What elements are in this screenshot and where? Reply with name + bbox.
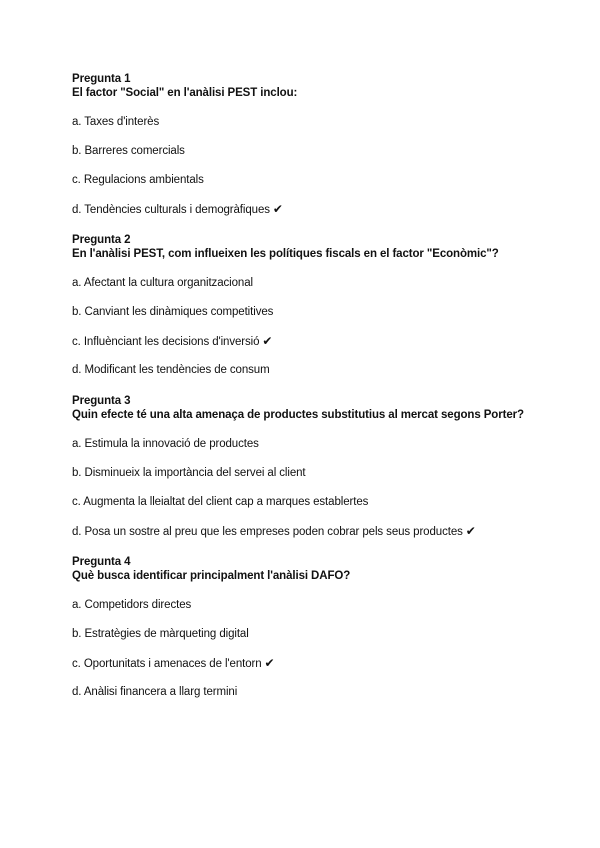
checkmark-icon: ✔	[272, 202, 283, 216]
option-b	[72, 466, 572, 480]
question-3	[72, 394, 572, 538]
checkmark-icon: ✔	[262, 334, 273, 348]
option-b	[72, 144, 572, 158]
option-label: c. Oportunitats i amenaces de l'entorn	[72, 658, 262, 670]
option-c	[72, 656, 572, 670]
question-text: En l'anàlisi PEST, com influeixen les polítiques fiscals en el factor "Econòmic"?	[72, 248, 499, 260]
option-a	[72, 598, 572, 612]
question-4	[72, 555, 572, 699]
option-label: c. Augmenta la lleialtat del client cap a marques establertes	[72, 496, 369, 508]
option-d	[72, 524, 572, 538]
option-d	[72, 363, 572, 377]
options-list	[72, 598, 572, 699]
option-label: c. Influènciant les decisions d'inversió	[72, 336, 260, 348]
option-label: b. Disminueix la importància del servei al client	[72, 467, 306, 479]
option-a	[72, 115, 572, 129]
option-a	[72, 437, 572, 451]
option-label: d. Posa un sostre al preu que les empreses poden cobrar pels seus productes	[72, 526, 463, 538]
question-text: El factor "Social" en l'anàlisi PEST inclou:	[72, 87, 298, 99]
option-label: a. Estimula la innovació de productes	[72, 438, 259, 450]
option-label: d. Tendències culturals i demogràfiques	[72, 204, 270, 216]
question-text: Què busca identificar principalment l'anàlisi DAFO?	[72, 570, 351, 582]
question-2	[72, 233, 572, 377]
option-c	[72, 495, 572, 509]
checkmark-icon: ✔	[264, 656, 275, 670]
option-label: d. Anàlisi financera a llarg termini	[72, 686, 238, 698]
option-a	[72, 276, 572, 290]
question-1	[72, 72, 572, 216]
option-label: b. Estratègies de màrqueting digital	[72, 628, 249, 640]
option-c	[72, 173, 572, 187]
option-label: a. Taxes d'interès	[72, 116, 160, 128]
question-number: Pregunta 1	[72, 73, 131, 85]
options-list	[72, 115, 572, 216]
checkmark-icon: ✔	[465, 524, 476, 538]
option-label: d. Modificant les tendències de consum	[72, 364, 270, 376]
option-label: b. Barreres comercials	[72, 145, 185, 157]
option-d	[72, 685, 572, 699]
options-list	[72, 276, 572, 377]
question-number: Pregunta 3	[72, 395, 131, 407]
option-label: b. Canviant les dinàmiques competitives	[72, 306, 274, 318]
option-c	[72, 334, 572, 348]
option-b	[72, 627, 572, 641]
option-b	[72, 305, 572, 319]
options-list	[72, 437, 572, 538]
question-number: Pregunta 2	[72, 234, 131, 246]
option-label: a. Afectant la cultura organitzacional	[72, 277, 253, 289]
question-number: Pregunta 4	[72, 556, 131, 568]
option-label: a. Competidors directes	[72, 599, 192, 611]
option-label: c. Regulacions ambientals	[72, 174, 204, 186]
question-text: Quin efecte té una alta amenaça de productes substitutius al mercat segons Porter?	[72, 409, 524, 421]
option-d	[72, 202, 572, 216]
